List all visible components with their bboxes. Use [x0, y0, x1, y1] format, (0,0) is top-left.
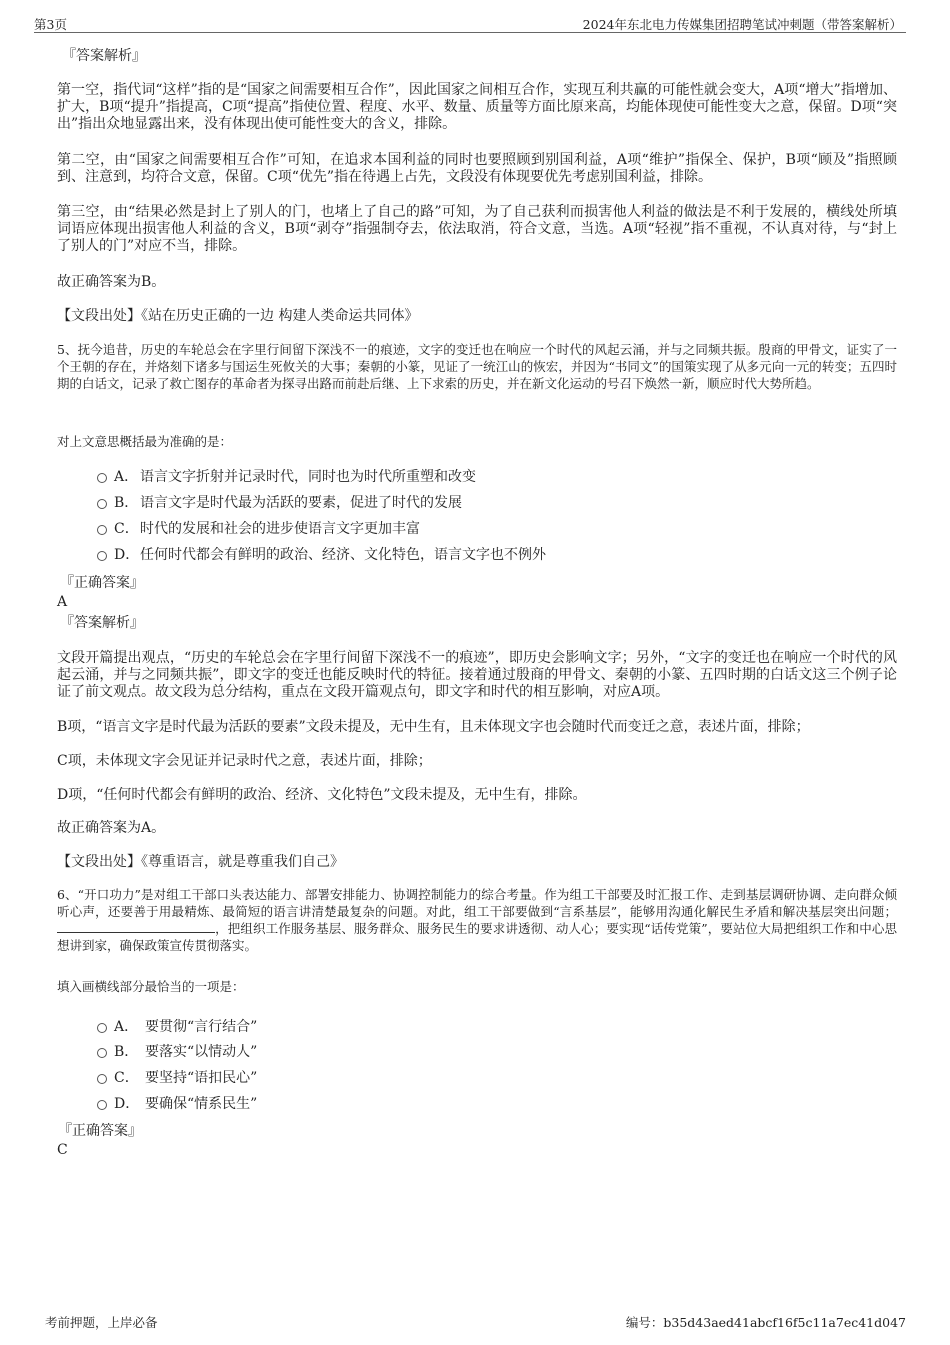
q5-analysis-paragraph-2: B项，“语言文字是时代最为活跃的要素”文段未提及，无中生有，且未体现文字也会随时代而变迁之意，表述片面，排除； [57, 719, 810, 735]
q6-fill-blank [57, 920, 215, 933]
page-header [34, 14, 906, 33]
q5-source: 【文段出处】《尊重语言，就是尊重我们自己》 [57, 854, 344, 870]
q4-source: 【文段出处】《站在历史正确的一边 构建人类命运共同体》 [57, 308, 419, 324]
q6-answer-label: 『正确答案』 [58, 1123, 142, 1139]
page-number: 第3页 [34, 17, 67, 32]
q4-analysis-paragraph-2: 第二空，由“国家之间需要相互合作”可知，在追求本国利益的同时也要照顾到别国利益，A项“维护”指保全、保护，B项“顾及”指照顾到、注意到，均符合文意，保留。C项“优先”指在待遇上占先，文段没有体现要优先考虑别国利益，排除。 [57, 152, 897, 185]
radio-icon[interactable] [97, 1023, 107, 1033]
q5-answer: A [57, 594, 68, 610]
radio-icon[interactable] [97, 1048, 107, 1058]
q4-analysis-paragraph-1: 第一空，指代词“这样”指的是“国家之间需要相互合作”，因此国家之间相互合作，实现互利共赢的可能性就会变大，A项“增大”指增加、扩大，B项“提升”指提高，C项“提高”指使位置、程度、水平、数量、质量等方面比原来高，均能体现使可能性变大之意，保留。D项“突出”指出众地显露出来，没有体现出使可能性变大的含义，排除。 [57, 82, 897, 132]
q6-prompt: 填入画横线部分最恰当的一项是： [57, 979, 245, 994]
radio-icon[interactable] [97, 525, 107, 535]
radio-icon[interactable] [97, 499, 107, 509]
radio-icon[interactable] [97, 551, 107, 561]
radio-icon[interactable] [97, 1100, 107, 1110]
q5-analysis-paragraph-1: 文段开篇提出观点，“历史的车轮总会在字里行间留下深浅不一的痕迹”，即历史会影响文字；另外，“文字的变迁也在响应一个时代的风起云涌，并与之同频共振”，即文字的变迁也能反映时代的特征。接着通过殷商的甲骨文、秦朝的小篆、五四时期的白话文这三个例子论证了前文观点。故文段为总分结构，重点在文段开篇观点句，即文字和时代的相互影响，对应A项。 [57, 650, 897, 700]
radio-icon[interactable] [97, 1074, 107, 1084]
footer-slogan: 考前押题，上岸必备 [45, 1315, 158, 1330]
q5-answer-label: 『正确答案』 [60, 575, 144, 591]
q5-stem: 5、抚今追昔，历史的车轮总会在字里行间留下深浅不一的痕迹，文字的变迁也在响应一个时代的风起云涌，并与之同频共振。殷商的甲骨文，证实了一个王朝的存在，并烙刻下诸多与国运生死攸关的大事；秦朝的小篆，见证了一统江山的恢宏，并因为“书同文”的国策实现了从多元向一元的转变；五四时期的白话文，记录了救亡图存的革命者为探寻出路而前赴后继、上下求索的历史，并在新文化运动的号召下焕然一新，顺应时代大势所趋。 [57, 342, 897, 391]
q4-analysis-paragraph-3: 第三空，由“结果必然是封上了别人的门，也堵上了自己的路”可知，为了自己获利而损害他人利益的做法是不利于发展的，横线处所填词语应体现出损害他人利益的含义，B项“剥夺”指强制夺去，依法取消，符合文意，当选。A项“轻视”指不重视，不认真对待，与“封上了别人的门”对应不当，排除。 [57, 204, 897, 254]
q5-conclusion: 故正确答案为A。 [57, 820, 166, 836]
q4-analysis-label: 『答案解析』 [62, 48, 146, 64]
footer-serial: 编号：b35d43aed41abcf16f5c11a7ec41d047 [625, 1315, 906, 1330]
q6-answer: C [57, 1142, 68, 1158]
q4-conclusion: 故正确答案为B。 [57, 274, 166, 290]
radio-icon[interactable] [97, 473, 107, 483]
document-title: 2024年东北电力传媒集团招聘笔试冲刺题（带答案解析） [582, 17, 902, 32]
q6-stem: 6、“开口功力”是对组工干部口头表达能力、部署安排能力、协调控制能力的综合考量。作为组工干部要及时汇报工作、走到基层调研协调、走向群众倾听心声，还要善于用最精炼、最简短的语言讲清楚最复杂的问题。对此，组工干部要做到“言系基层”，能够用沟通化解民生矛盾和解决基层突出问题；，把组织工作服务基层、服务群众、服务民生的要求讲透彻、动人心；要实现“话传党策”，要站位大局把组织工作和中心思想讲到家，确保政策宣传贯彻落实。 [57, 887, 897, 953]
q5-analysis-paragraph-4: D项，“任何时代都会有鲜明的政治、经济、文化特色”文段未提及，无中生有，排除。 [57, 787, 587, 803]
q5-prompt: 对上文意思概括最为准确的是： [57, 434, 233, 449]
q5-analysis-paragraph-3: C项，未体现文字会见证并记录时代之意，表述片面，排除； [57, 753, 432, 769]
q5-analysis-label: 『答案解析』 [60, 615, 144, 631]
